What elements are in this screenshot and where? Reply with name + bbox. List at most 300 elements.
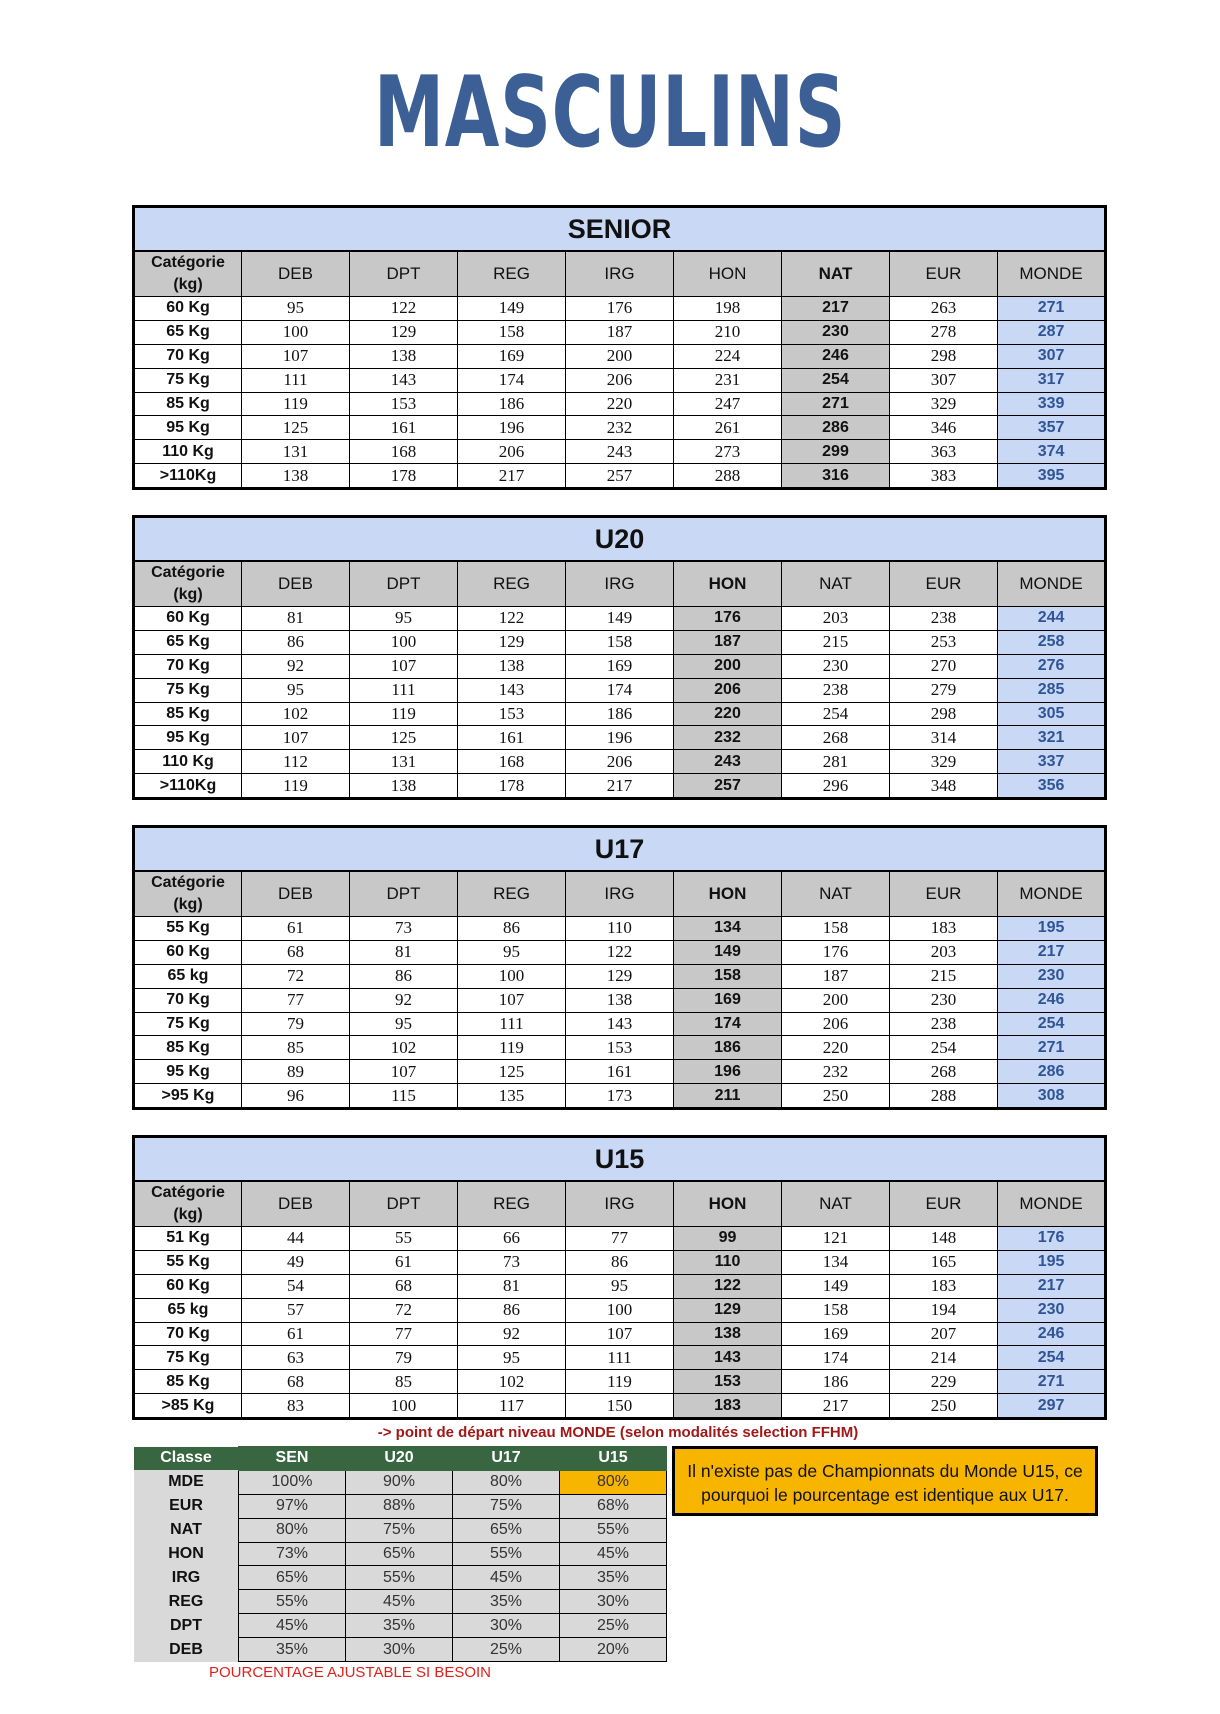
table-cell: 220 <box>566 392 674 416</box>
table-cell: 168 <box>458 750 566 774</box>
table-cell: 149 <box>458 297 566 321</box>
table-cell: 138 <box>350 774 458 799</box>
table-cell: 196 <box>674 1060 782 1084</box>
table-cell: 215 <box>890 964 998 988</box>
table-cell: 270 <box>890 654 998 678</box>
percent-cell: 75% <box>346 1518 453 1542</box>
table-cell: 337 <box>998 750 1106 774</box>
percent-cell: 35% <box>560 1566 667 1590</box>
table-cell: 176 <box>674 607 782 631</box>
table-cell: 119 <box>242 774 350 799</box>
table-cell: 288 <box>890 1084 998 1109</box>
table-cell: 186 <box>782 1370 890 1394</box>
table-cell: 206 <box>566 368 674 392</box>
table-cell: 86 <box>566 1250 674 1274</box>
table-cell: 246 <box>782 344 890 368</box>
table-cell: 158 <box>782 917 890 941</box>
column-header-row <box>134 561 1106 607</box>
table-cell: 286 <box>998 1060 1106 1084</box>
table-cell: 150 <box>566 1394 674 1419</box>
table-cell: 158 <box>458 320 566 344</box>
table-cell: 129 <box>350 320 458 344</box>
table-cell: 279 <box>890 678 998 702</box>
table-cell: 232 <box>674 726 782 750</box>
table-cell: 176 <box>782 940 890 964</box>
grid-table <box>132 825 1107 1110</box>
percent-cell: 97% <box>239 1494 346 1518</box>
percent-cell: 35% <box>346 1614 453 1638</box>
table-cell: 286 <box>782 416 890 440</box>
table-cell: 95 Kg <box>134 416 242 440</box>
table-cell: 363 <box>890 440 998 464</box>
table-cell: 268 <box>782 726 890 750</box>
table-cell: 138 <box>566 988 674 1012</box>
table-cell: 138 <box>242 464 350 489</box>
table-cell: 195 <box>998 1250 1106 1274</box>
table-cell: 203 <box>782 607 890 631</box>
column-header: DPT <box>350 1181 458 1227</box>
percent-cell: 100% <box>239 1470 346 1494</box>
table-cell: 257 <box>674 774 782 799</box>
percent-cell: 65% <box>453 1518 560 1542</box>
percent-cell: 80% <box>560 1470 667 1494</box>
percentage-table <box>134 1446 667 1662</box>
table-cell: 254 <box>890 1036 998 1060</box>
table-cell: 85 Kg <box>134 702 242 726</box>
table-cell: 217 <box>998 1274 1106 1298</box>
column-header: DEB <box>242 871 350 917</box>
table-cell: 149 <box>566 607 674 631</box>
table-cell: 214 <box>890 1346 998 1370</box>
table-cell: 75 Kg <box>134 368 242 392</box>
table-cell: 254 <box>998 1012 1106 1036</box>
table-cell: 211 <box>674 1084 782 1109</box>
table-row <box>134 678 1106 702</box>
table-cell: 230 <box>998 964 1106 988</box>
column-header: EUR <box>890 251 998 297</box>
percent-cell: 73% <box>239 1542 346 1566</box>
table-cell: 153 <box>566 1036 674 1060</box>
table-cell: 217 <box>458 464 566 489</box>
column-header: HON <box>674 251 782 297</box>
table-cell: 244 <box>998 607 1106 631</box>
section-title-row <box>134 207 1106 252</box>
table-cell: 254 <box>782 702 890 726</box>
column-header: Catégorie (kg) <box>134 251 242 297</box>
table-cell: 186 <box>458 392 566 416</box>
table-row <box>134 654 1106 678</box>
table-cell: 68 <box>350 1274 458 1298</box>
table-cell: 207 <box>890 1322 998 1346</box>
table-cell: 257 <box>566 464 674 489</box>
section-title-row <box>134 827 1106 872</box>
table-cell: 206 <box>566 750 674 774</box>
table-cell: 383 <box>890 464 998 489</box>
table-cell: 229 <box>890 1370 998 1394</box>
table-cell: 79 <box>242 1012 350 1036</box>
column-header: HON <box>674 561 782 607</box>
table-cell: 158 <box>566 630 674 654</box>
table-cell: 85 <box>350 1370 458 1394</box>
table-cell: 119 <box>566 1370 674 1394</box>
table-cell: 297 <box>998 1394 1106 1419</box>
table-row <box>134 1370 1106 1394</box>
table-cell: 298 <box>890 702 998 726</box>
table-cell: 187 <box>674 630 782 654</box>
column-header: DEB <box>242 561 350 607</box>
percent-row <box>134 1590 667 1614</box>
percent-header: U20 <box>346 1447 453 1471</box>
percent-cell: 45% <box>346 1590 453 1614</box>
table-cell: 173 <box>566 1084 674 1109</box>
table-cell: 70 Kg <box>134 988 242 1012</box>
column-header: EUR <box>890 1181 998 1227</box>
section-title: U20 <box>134 517 1106 562</box>
table-cell: 122 <box>566 940 674 964</box>
percent-row-label: EUR <box>134 1494 239 1518</box>
table-cell: 77 <box>350 1322 458 1346</box>
table-row <box>134 392 1106 416</box>
section-title-row <box>134 1137 1106 1182</box>
table-cell: 165 <box>890 1250 998 1274</box>
table-cell: 253 <box>890 630 998 654</box>
section-title: U17 <box>134 827 1106 872</box>
column-header: REG <box>458 561 566 607</box>
table-row <box>134 1394 1106 1419</box>
table-cell: 75 Kg <box>134 1012 242 1036</box>
table-cell: 100 <box>242 320 350 344</box>
table-cell: 176 <box>998 1227 1106 1251</box>
table-cell: 288 <box>674 464 782 489</box>
percent-header: SEN <box>239 1447 346 1471</box>
table-row <box>134 726 1106 750</box>
table-cell: 196 <box>566 726 674 750</box>
table-cell: 246 <box>998 988 1106 1012</box>
table-cell: 70 Kg <box>134 344 242 368</box>
column-header: NAT <box>782 251 890 297</box>
table-cell: 217 <box>566 774 674 799</box>
table-cell: 92 <box>458 1322 566 1346</box>
table-cell: 220 <box>782 1036 890 1060</box>
table-cell: 86 <box>458 917 566 941</box>
table-cell: 174 <box>674 1012 782 1036</box>
table-cell: 186 <box>674 1036 782 1060</box>
percent-cell: 30% <box>346 1638 453 1662</box>
table-cell: 110 <box>674 1250 782 1274</box>
table-cell: 75 Kg <box>134 1346 242 1370</box>
percent-row-label: IRG <box>134 1566 239 1590</box>
table-cell: 115 <box>350 1084 458 1109</box>
table-cell: 143 <box>566 1012 674 1036</box>
table-cell: 129 <box>458 630 566 654</box>
column-header: Catégorie (kg) <box>134 1181 242 1227</box>
column-header: MONDE <box>998 1181 1106 1227</box>
table-cell: 131 <box>242 440 350 464</box>
table-row <box>134 607 1106 631</box>
table-cell: 111 <box>458 1012 566 1036</box>
percent-cell: 55% <box>239 1590 346 1614</box>
table-cell: 299 <box>782 440 890 464</box>
table-cell: 149 <box>782 1274 890 1298</box>
table-cell: 129 <box>674 1298 782 1322</box>
table-cell: 85 Kg <box>134 1370 242 1394</box>
table-cell: 143 <box>674 1346 782 1370</box>
table-cell: 232 <box>566 416 674 440</box>
table-cell: 107 <box>242 344 350 368</box>
percent-cell: 25% <box>560 1614 667 1638</box>
table-cell: 107 <box>566 1322 674 1346</box>
table-cell: 215 <box>782 630 890 654</box>
table-cell: 95 Kg <box>134 1060 242 1084</box>
grid-table <box>132 1135 1107 1420</box>
table-row <box>134 702 1106 726</box>
percent-cell: 65% <box>239 1566 346 1590</box>
table-cell: 55 Kg <box>134 917 242 941</box>
table-cell: 148 <box>890 1227 998 1251</box>
table-cell: 206 <box>674 678 782 702</box>
table-cell: 254 <box>782 368 890 392</box>
column-header-row <box>134 1181 1106 1227</box>
table-cell: 287 <box>998 320 1106 344</box>
table-cell: 111 <box>350 678 458 702</box>
percent-row-label: HON <box>134 1542 239 1566</box>
adjustable-percentage-note: POURCENTAGE AJUSTABLE SI BESOIN <box>208 1664 491 1681</box>
column-header: DPT <box>350 251 458 297</box>
table-cell: 96 <box>242 1084 350 1109</box>
table-cell: 153 <box>458 702 566 726</box>
percent-cell: 25% <box>453 1638 560 1662</box>
table-cell: 73 <box>458 1250 566 1274</box>
table-cell: 65 kg <box>134 1298 242 1322</box>
table-row <box>134 1060 1106 1084</box>
table-cell: 194 <box>890 1298 998 1322</box>
table-cell: 129 <box>566 964 674 988</box>
percent-row-label: DEB <box>134 1638 239 1662</box>
table-row <box>134 964 1106 988</box>
table-cell: 85 <box>242 1036 350 1060</box>
table-cell: 85 Kg <box>134 392 242 416</box>
table-cell: 61 <box>242 1322 350 1346</box>
table-cell: 55 <box>350 1227 458 1251</box>
table-cell: 206 <box>458 440 566 464</box>
percent-cell: 88% <box>346 1494 453 1518</box>
percent-cell: 75% <box>453 1494 560 1518</box>
table-cell: 65 Kg <box>134 630 242 654</box>
table-cell: 111 <box>242 368 350 392</box>
table-cell: 263 <box>890 297 998 321</box>
table-cell: 95 <box>242 678 350 702</box>
table-cell: 161 <box>458 726 566 750</box>
table-cell: 122 <box>350 297 458 321</box>
table-cell: 95 <box>350 607 458 631</box>
percent-cell: 90% <box>346 1470 453 1494</box>
table-cell: 217 <box>782 1394 890 1419</box>
table-cell: 83 <box>242 1394 350 1419</box>
table-cell: 271 <box>998 1036 1106 1060</box>
table-cell: 247 <box>674 392 782 416</box>
table-row <box>134 1274 1106 1298</box>
table-cell: 143 <box>458 678 566 702</box>
table-senior <box>132 205 1104 490</box>
table-row <box>134 297 1106 321</box>
table-cell: 238 <box>890 1012 998 1036</box>
percent-row-label: DPT <box>134 1614 239 1638</box>
table-cell: >110Kg <box>134 774 242 799</box>
table-cell: 70 Kg <box>134 1322 242 1346</box>
percent-cell: 55% <box>453 1542 560 1566</box>
page-title: MASCULINS <box>373 56 847 170</box>
table-row <box>134 344 1106 368</box>
table-cell: 339 <box>998 392 1106 416</box>
table-cell: 125 <box>350 726 458 750</box>
column-header: NAT <box>782 561 890 607</box>
table-cell: 176 <box>566 297 674 321</box>
table-row <box>134 1250 1106 1274</box>
grid-table <box>132 205 1107 490</box>
table-row <box>134 1227 1106 1251</box>
table-cell: 92 <box>350 988 458 1012</box>
percent-row <box>134 1518 667 1542</box>
table-cell: 102 <box>242 702 350 726</box>
column-header-row <box>134 251 1106 297</box>
table-cell: 285 <box>998 678 1106 702</box>
table-u17 <box>132 825 1104 1110</box>
table-cell: 246 <box>998 1322 1106 1346</box>
table-cell: 107 <box>242 726 350 750</box>
percent-row <box>134 1494 667 1518</box>
percent-header: Classe <box>134 1447 239 1471</box>
table-cell: 102 <box>350 1036 458 1060</box>
column-header: DEB <box>242 1181 350 1227</box>
table-cell: >110Kg <box>134 464 242 489</box>
percent-cell: 20% <box>560 1638 667 1662</box>
table-cell: 169 <box>674 988 782 1012</box>
percent-row-label: REG <box>134 1590 239 1614</box>
table-cell: 122 <box>458 607 566 631</box>
table-cell: 278 <box>890 320 998 344</box>
table-row <box>134 1346 1106 1370</box>
table-cell: 374 <box>998 440 1106 464</box>
column-header: MONDE <box>998 561 1106 607</box>
table-cell: 95 <box>458 1346 566 1370</box>
table-cell: 100 <box>458 964 566 988</box>
table-cell: 224 <box>674 344 782 368</box>
table-cell: 238 <box>890 607 998 631</box>
percent-row <box>134 1542 667 1566</box>
table-cell: >85 Kg <box>134 1394 242 1419</box>
table-cell: 125 <box>458 1060 566 1084</box>
table-cell: 203 <box>890 940 998 964</box>
percent-cell: 68% <box>560 1494 667 1518</box>
table-cell: 92 <box>242 654 350 678</box>
table-cell: 183 <box>890 917 998 941</box>
table-cell: 356 <box>998 774 1106 799</box>
table-cell: 308 <box>998 1084 1106 1109</box>
table-cell: 77 <box>242 988 350 1012</box>
table-cell: 178 <box>350 464 458 489</box>
table-cell: 102 <box>458 1370 566 1394</box>
grid-table <box>132 515 1107 800</box>
percent-row <box>134 1614 667 1638</box>
section-title: SENIOR <box>134 207 1106 252</box>
table-cell: 158 <box>674 964 782 988</box>
table-cell: 196 <box>458 416 566 440</box>
percent-cell: 30% <box>560 1590 667 1614</box>
table-cell: 169 <box>458 344 566 368</box>
table-cell: 81 <box>242 607 350 631</box>
table-cell: 95 <box>458 940 566 964</box>
table-cell: 178 <box>458 774 566 799</box>
table-row <box>134 320 1106 344</box>
column-header: REG <box>458 871 566 917</box>
table-row <box>134 440 1106 464</box>
table-cell: 231 <box>674 368 782 392</box>
percent-cell: 45% <box>239 1614 346 1638</box>
table-cell: 346 <box>890 416 998 440</box>
table-cell: 314 <box>890 726 998 750</box>
table-cell: 100 <box>350 630 458 654</box>
percent-row <box>134 1638 667 1662</box>
table-cell: 217 <box>998 940 1106 964</box>
table-row <box>134 1036 1106 1060</box>
table-cell: 168 <box>350 440 458 464</box>
table-cell: 348 <box>890 774 998 799</box>
table-cell: 200 <box>782 988 890 1012</box>
table-row <box>134 1322 1106 1346</box>
column-header: Catégorie (kg) <box>134 561 242 607</box>
column-header: IRG <box>566 1181 674 1227</box>
table-cell: 276 <box>998 654 1106 678</box>
percent-cell: 55% <box>560 1518 667 1542</box>
table-cell: 122 <box>674 1274 782 1298</box>
table-cell: 230 <box>890 988 998 1012</box>
table-cell: 100 <box>566 1298 674 1322</box>
table-cell: 250 <box>890 1394 998 1419</box>
table-cell: 111 <box>566 1346 674 1370</box>
table-cell: 107 <box>458 988 566 1012</box>
percent-row-label: NAT <box>134 1518 239 1542</box>
column-header: HON <box>674 1181 782 1227</box>
table-cell: 60 Kg <box>134 297 242 321</box>
table-cell: 220 <box>674 702 782 726</box>
table-cell: 119 <box>350 702 458 726</box>
table-row <box>134 1012 1106 1036</box>
table-cell: 271 <box>998 297 1106 321</box>
column-header: DPT <box>350 871 458 917</box>
table-cell: 107 <box>350 654 458 678</box>
table-cell: 316 <box>782 464 890 489</box>
table-u15 <box>132 1135 1104 1420</box>
table-cell: 198 <box>674 297 782 321</box>
table-cell: 138 <box>350 344 458 368</box>
table-cell: 100 <box>350 1394 458 1419</box>
percent-cell: 80% <box>453 1470 560 1494</box>
table-row <box>134 464 1106 489</box>
table-row <box>134 630 1106 654</box>
table-cell: 70 Kg <box>134 654 242 678</box>
table-cell: 134 <box>674 917 782 941</box>
table-cell: 119 <box>242 392 350 416</box>
table-cell: 54 <box>242 1274 350 1298</box>
table-cell: 186 <box>566 702 674 726</box>
table-cell: 99 <box>674 1227 782 1251</box>
column-header: IRG <box>566 561 674 607</box>
table-cell: 79 <box>350 1346 458 1370</box>
percent-cell: 35% <box>239 1638 346 1662</box>
table-cell: 107 <box>350 1060 458 1084</box>
table-cell: 153 <box>350 392 458 416</box>
table-cell: 135 <box>458 1084 566 1109</box>
